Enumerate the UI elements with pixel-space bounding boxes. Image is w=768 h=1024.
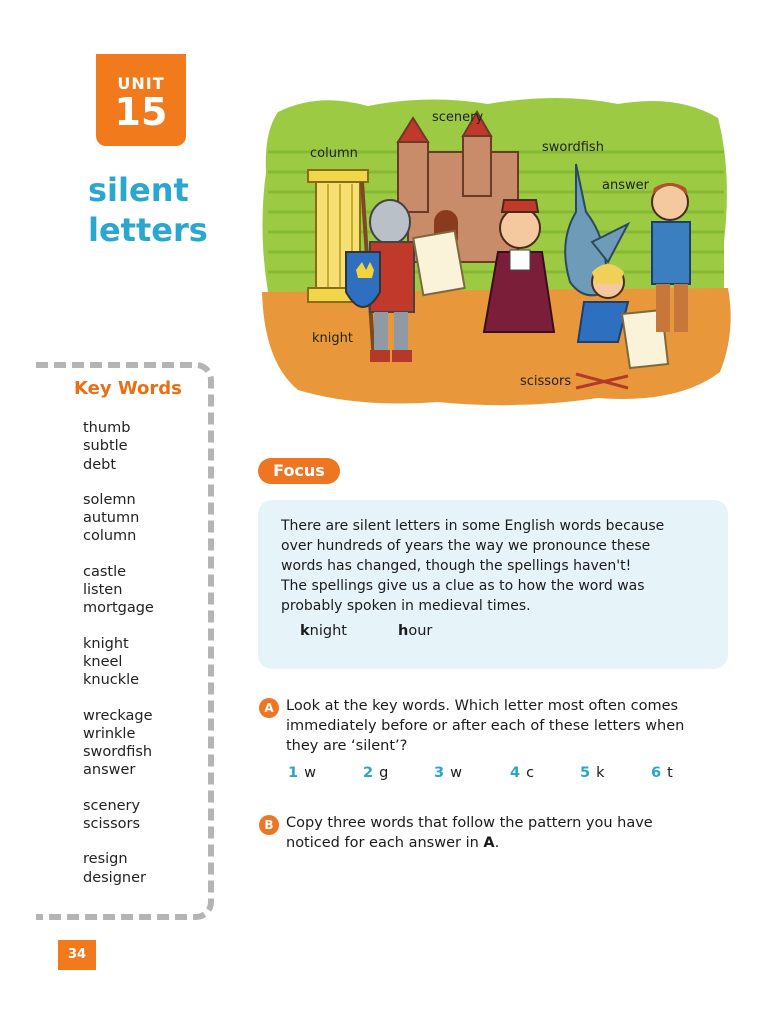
key-word: autumn xyxy=(83,510,140,527)
focus-line: The spellings give us a clue as to how the word was xyxy=(281,578,645,594)
key-words-panel xyxy=(36,362,214,920)
key-word: scenery xyxy=(83,797,141,814)
key-words-group xyxy=(83,491,154,546)
answer-5: 5 k xyxy=(580,765,605,781)
key-word: knight xyxy=(83,635,129,652)
unit-label: UNIT xyxy=(117,74,165,93)
key-word: resign xyxy=(83,851,128,868)
activity-b-marker: B xyxy=(259,815,279,835)
title-line-2: letters xyxy=(88,211,208,249)
focus-line: probably spoken in medieval times. xyxy=(281,598,531,614)
title-line-1: silent xyxy=(88,171,189,209)
key-word: debt xyxy=(83,456,117,473)
key-word: swordfish xyxy=(83,744,153,761)
key-word: designer xyxy=(83,869,146,886)
key-word: scissors xyxy=(83,816,141,833)
page-number: 34 xyxy=(58,940,96,970)
key-words-group xyxy=(83,635,154,690)
key-words-group xyxy=(83,419,154,474)
key-word: column xyxy=(83,528,137,545)
key-word: thumb xyxy=(83,420,131,436)
key-word: listen xyxy=(83,582,123,599)
unit-title xyxy=(88,170,238,250)
answer-6: 6 t xyxy=(651,765,673,781)
key-word: mortgage xyxy=(83,600,154,617)
unit-badge xyxy=(96,54,186,146)
focus-line: words has changed, though the spellings haven't! xyxy=(281,558,632,574)
medieval-scene-illustration xyxy=(258,92,732,410)
activity-b-line: Copy three words that follow the pattern you have xyxy=(286,815,653,831)
label-scenery: scenery xyxy=(432,110,484,125)
activity-a-marker: A xyxy=(259,698,279,718)
key-words-group xyxy=(83,563,154,618)
activity-b-text xyxy=(286,813,726,853)
focus-example-knight: knight xyxy=(300,623,347,639)
answer-1: 1 w xyxy=(288,765,316,781)
key-words-group xyxy=(83,707,154,780)
focus-text xyxy=(281,516,711,616)
key-words-group xyxy=(83,797,154,834)
focus-example-hour: hour xyxy=(398,623,433,639)
label-swordfish: swordfish xyxy=(542,140,604,155)
key-word: wrinkle xyxy=(83,725,136,742)
activity-a-line: they are ‘silent’? xyxy=(286,738,408,754)
key-words-group xyxy=(83,850,154,887)
key-word: castle xyxy=(83,563,127,580)
activity-a-line: immediately before or after each of these letters when xyxy=(286,718,685,734)
label-knight: knight xyxy=(312,331,353,346)
answer-3: 3 w xyxy=(434,765,462,781)
key-words-list xyxy=(83,419,154,904)
unit-number: 15 xyxy=(114,90,168,134)
answer-4: 4 c xyxy=(510,765,535,781)
label-scissors: scissors xyxy=(520,374,572,389)
focus-tag: Focus xyxy=(258,458,340,484)
key-word: kneel xyxy=(83,653,123,670)
label-answer: answer xyxy=(602,178,649,193)
key-word: knuckle xyxy=(83,672,140,689)
key-word: solemn xyxy=(83,491,136,508)
key-word: wreckage xyxy=(83,707,153,724)
answer-2: 2 g xyxy=(363,765,389,781)
label-column: column xyxy=(310,146,358,161)
activity-a-line: Look at the key words. Which letter most often comes xyxy=(286,698,679,714)
focus-box xyxy=(258,500,728,669)
key-word: answer xyxy=(83,762,136,779)
activity-a-text xyxy=(286,696,726,756)
focus-line: There are silent letters in some English words because xyxy=(281,518,665,534)
focus-line: over hundreds of years the way we pronounce these xyxy=(281,538,651,554)
key-word: subtle xyxy=(83,438,128,455)
key-words-title: Key Words xyxy=(74,378,182,399)
activity-b-line: noticed for each answer in A. xyxy=(286,835,500,851)
